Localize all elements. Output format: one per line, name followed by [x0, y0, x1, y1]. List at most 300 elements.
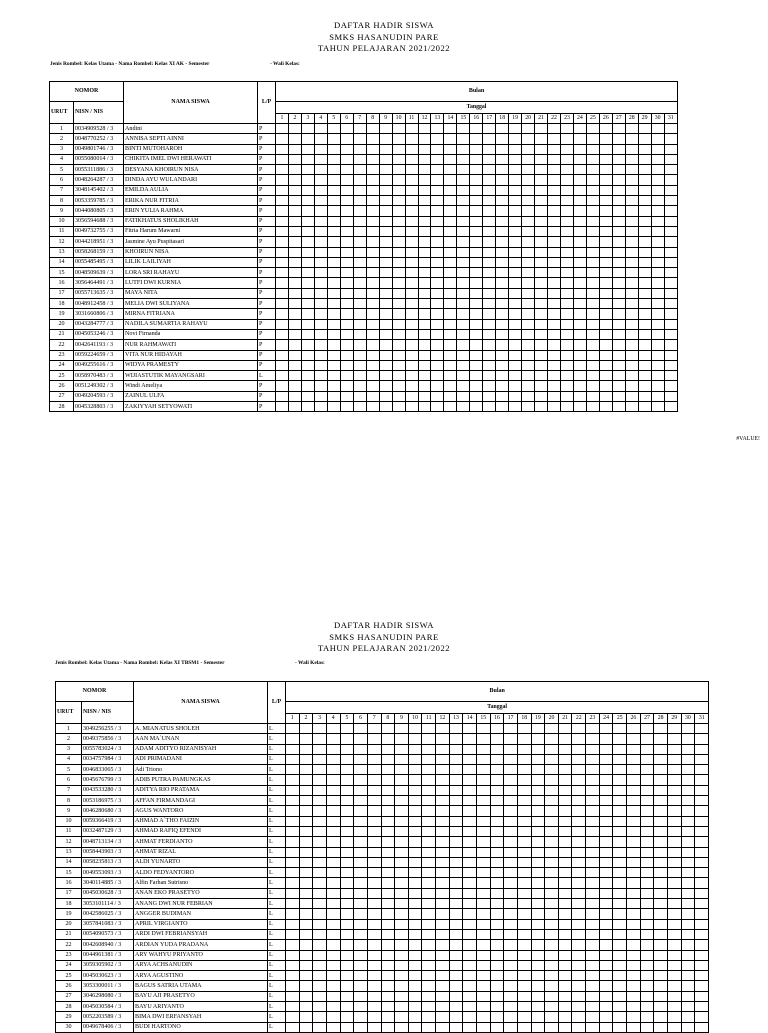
- attendance-cell[interactable]: [286, 909, 300, 919]
- attendance-cell[interactable]: [612, 268, 625, 278]
- attendance-cell[interactable]: [638, 329, 651, 339]
- attendance-cell[interactable]: [573, 381, 586, 391]
- attendance-cell[interactable]: [288, 185, 301, 195]
- attendance-cell[interactable]: [504, 950, 518, 960]
- attendance-cell[interactable]: [436, 940, 450, 950]
- attendance-cell[interactable]: [418, 299, 431, 309]
- attendance-cell[interactable]: [572, 754, 586, 764]
- attendance-cell[interactable]: [535, 165, 548, 175]
- attendance-cell[interactable]: [366, 185, 379, 195]
- attendance-cell[interactable]: [586, 878, 600, 888]
- attendance-cell[interactable]: [517, 940, 531, 950]
- attendance-cell[interactable]: [286, 878, 300, 888]
- attendance-cell[interactable]: [490, 909, 504, 919]
- attendance-cell[interactable]: [457, 165, 470, 175]
- attendance-cell[interactable]: [517, 991, 531, 1001]
- attendance-cell[interactable]: [625, 371, 638, 381]
- attendance-cell[interactable]: [613, 724, 627, 734]
- attendance-cell[interactable]: [573, 226, 586, 236]
- attendance-cell[interactable]: [405, 226, 418, 236]
- attendance-cell[interactable]: [522, 402, 535, 412]
- attendance-cell[interactable]: [627, 929, 641, 939]
- attendance-cell[interactable]: [463, 950, 477, 960]
- attendance-cell[interactable]: [531, 816, 545, 826]
- attendance-cell[interactable]: [288, 299, 301, 309]
- attendance-cell[interactable]: [483, 124, 496, 134]
- attendance-cell[interactable]: [313, 775, 327, 785]
- attendance-cell[interactable]: [395, 734, 409, 744]
- attendance-cell[interactable]: [599, 196, 612, 206]
- attendance-cell[interactable]: [613, 899, 627, 909]
- attendance-cell[interactable]: [354, 981, 368, 991]
- attendance-cell[interactable]: [558, 929, 572, 939]
- attendance-cell[interactable]: [436, 785, 450, 795]
- attendance-cell[interactable]: [314, 391, 327, 401]
- attendance-cell[interactable]: [431, 329, 444, 339]
- attendance-cell[interactable]: [367, 765, 381, 775]
- attendance-cell[interactable]: [625, 350, 638, 360]
- attendance-cell[interactable]: [496, 185, 509, 195]
- attendance-cell[interactable]: [340, 309, 353, 319]
- attendance-cell[interactable]: [509, 247, 522, 257]
- attendance-cell[interactable]: [381, 940, 395, 950]
- attendance-cell[interactable]: [463, 754, 477, 764]
- attendance-cell[interactable]: [654, 744, 668, 754]
- attendance-cell[interactable]: [276, 247, 289, 257]
- attendance-cell[interactable]: [314, 196, 327, 206]
- attendance-cell[interactable]: [405, 268, 418, 278]
- attendance-cell[interactable]: [381, 991, 395, 1001]
- attendance-cell[interactable]: [627, 816, 641, 826]
- attendance-cell[interactable]: [314, 360, 327, 370]
- attendance-cell[interactable]: [463, 960, 477, 970]
- attendance-cell[interactable]: [367, 1002, 381, 1012]
- attendance-cell[interactable]: [548, 360, 561, 370]
- attendance-cell[interactable]: [545, 785, 559, 795]
- attendance-cell[interactable]: [431, 360, 444, 370]
- attendance-cell[interactable]: [545, 878, 559, 888]
- attendance-cell[interactable]: [627, 868, 641, 878]
- attendance-cell[interactable]: [613, 919, 627, 929]
- attendance-cell[interactable]: [444, 196, 457, 206]
- attendance-cell[interactable]: [599, 857, 613, 867]
- attendance-cell[interactable]: [381, 785, 395, 795]
- attendance-cell[interactable]: [418, 319, 431, 329]
- attendance-cell[interactable]: [392, 309, 405, 319]
- attendance-cell[interactable]: [276, 134, 289, 144]
- attendance-cell[interactable]: [586, 165, 599, 175]
- attendance-cell[interactable]: [535, 206, 548, 216]
- attendance-cell[interactable]: [301, 237, 314, 247]
- attendance-cell[interactable]: [640, 878, 654, 888]
- attendance-cell[interactable]: [496, 278, 509, 288]
- attendance-cell[interactable]: [613, 971, 627, 981]
- attendance-cell[interactable]: [340, 340, 353, 350]
- attendance-cell[interactable]: [654, 929, 668, 939]
- attendance-cell[interactable]: [667, 775, 681, 785]
- attendance-cell[interactable]: [422, 919, 436, 929]
- attendance-cell[interactable]: [286, 899, 300, 909]
- attendance-cell[interactable]: [613, 744, 627, 754]
- attendance-cell[interactable]: [444, 144, 457, 154]
- attendance-cell[interactable]: [548, 381, 561, 391]
- attendance-cell[interactable]: [405, 309, 418, 319]
- attendance-cell[interactable]: [381, 1002, 395, 1012]
- attendance-cell[interactable]: [340, 268, 353, 278]
- attendance-cell[interactable]: [573, 124, 586, 134]
- attendance-cell[interactable]: [490, 765, 504, 775]
- attendance-cell[interactable]: [627, 734, 641, 744]
- attendance-cell[interactable]: [405, 134, 418, 144]
- attendance-cell[interactable]: [313, 837, 327, 847]
- attendance-cell[interactable]: [640, 919, 654, 929]
- attendance-cell[interactable]: [314, 175, 327, 185]
- attendance-cell[interactable]: [654, 878, 668, 888]
- attendance-cell[interactable]: [654, 981, 668, 991]
- attendance-cell[interactable]: [379, 124, 392, 134]
- attendance-cell[interactable]: [314, 144, 327, 154]
- attendance-cell[interactable]: [422, 724, 436, 734]
- attendance-cell[interactable]: [340, 288, 353, 298]
- attendance-cell[interactable]: [613, 929, 627, 939]
- attendance-cell[interactable]: [327, 206, 340, 216]
- attendance-cell[interactable]: [638, 360, 651, 370]
- attendance-cell[interactable]: [444, 206, 457, 216]
- attendance-cell[interactable]: [638, 124, 651, 134]
- attendance-cell[interactable]: [531, 754, 545, 764]
- attendance-cell[interactable]: [651, 185, 664, 195]
- attendance-cell[interactable]: [545, 724, 559, 734]
- attendance-cell[interactable]: [490, 919, 504, 929]
- attendance-cell[interactable]: [422, 754, 436, 764]
- attendance-cell[interactable]: [381, 857, 395, 867]
- attendance-cell[interactable]: [286, 1012, 300, 1022]
- attendance-cell[interactable]: [422, 971, 436, 981]
- attendance-cell[interactable]: [444, 175, 457, 185]
- attendance-cell[interactable]: [276, 165, 289, 175]
- attendance-cell[interactable]: [627, 775, 641, 785]
- attendance-cell[interactable]: [560, 381, 573, 391]
- attendance-cell[interactable]: [522, 288, 535, 298]
- attendance-cell[interactable]: [418, 257, 431, 267]
- attendance-cell[interactable]: [353, 226, 366, 236]
- attendance-cell[interactable]: [405, 257, 418, 267]
- attendance-cell[interactable]: [314, 329, 327, 339]
- attendance-cell[interactable]: [517, 929, 531, 939]
- attendance-cell[interactable]: [548, 247, 561, 257]
- attendance-cell[interactable]: [522, 124, 535, 134]
- attendance-cell[interactable]: [545, 796, 559, 806]
- attendance-cell[interactable]: [476, 775, 490, 785]
- attendance-cell[interactable]: [613, 1012, 627, 1022]
- attendance-cell[interactable]: [531, 981, 545, 991]
- attendance-cell[interactable]: [625, 175, 638, 185]
- attendance-cell[interactable]: [573, 268, 586, 278]
- attendance-cell[interactable]: [379, 216, 392, 226]
- attendance-cell[interactable]: [509, 350, 522, 360]
- attendance-cell[interactable]: [449, 940, 463, 950]
- attendance-cell[interactable]: [353, 165, 366, 175]
- attendance-cell[interactable]: [612, 144, 625, 154]
- attendance-cell[interactable]: [476, 785, 490, 795]
- attendance-cell[interactable]: [301, 319, 314, 329]
- attendance-cell[interactable]: [449, 991, 463, 1001]
- attendance-cell[interactable]: [354, 796, 368, 806]
- attendance-cell[interactable]: [457, 391, 470, 401]
- attendance-cell[interactable]: [444, 268, 457, 278]
- attendance-cell[interactable]: [612, 350, 625, 360]
- attendance-cell[interactable]: [301, 144, 314, 154]
- attendance-cell[interactable]: [354, 724, 368, 734]
- attendance-cell[interactable]: [449, 785, 463, 795]
- attendance-cell[interactable]: [431, 309, 444, 319]
- attendance-cell[interactable]: [509, 185, 522, 195]
- attendance-cell[interactable]: [531, 837, 545, 847]
- attendance-cell[interactable]: [638, 196, 651, 206]
- attendance-cell[interactable]: [625, 185, 638, 195]
- attendance-cell[interactable]: [640, 857, 654, 867]
- attendance-cell[interactable]: [586, 765, 600, 775]
- attendance-cell[interactable]: [276, 257, 289, 267]
- attendance-cell[interactable]: [286, 868, 300, 878]
- attendance-cell[interactable]: [476, 806, 490, 816]
- attendance-cell[interactable]: [504, 785, 518, 795]
- attendance-cell[interactable]: [638, 247, 651, 257]
- attendance-cell[interactable]: [405, 237, 418, 247]
- attendance-cell[interactable]: [353, 402, 366, 412]
- attendance-cell[interactable]: [286, 950, 300, 960]
- attendance-cell[interactable]: [531, 909, 545, 919]
- attendance-cell[interactable]: [392, 299, 405, 309]
- attendance-cell[interactable]: [463, 734, 477, 744]
- attendance-cell[interactable]: [509, 402, 522, 412]
- attendance-cell[interactable]: [695, 878, 709, 888]
- attendance-cell[interactable]: [504, 991, 518, 1001]
- attendance-cell[interactable]: [327, 329, 340, 339]
- attendance-cell[interactable]: [470, 268, 483, 278]
- attendance-cell[interactable]: [422, 785, 436, 795]
- attendance-cell[interactable]: [681, 919, 695, 929]
- attendance-cell[interactable]: [504, 796, 518, 806]
- attendance-cell[interactable]: [627, 1012, 641, 1022]
- attendance-cell[interactable]: [288, 226, 301, 236]
- attendance-cell[interactable]: [340, 919, 354, 929]
- attendance-cell[interactable]: [613, 775, 627, 785]
- attendance-cell[interactable]: [470, 154, 483, 164]
- attendance-cell[interactable]: [327, 185, 340, 195]
- attendance-cell[interactable]: [599, 919, 613, 929]
- attendance-cell[interactable]: [504, 888, 518, 898]
- attendance-cell[interactable]: [313, 899, 327, 909]
- attendance-cell[interactable]: [509, 196, 522, 206]
- attendance-cell[interactable]: [288, 278, 301, 288]
- attendance-cell[interactable]: [599, 785, 613, 795]
- attendance-cell[interactable]: [299, 816, 313, 826]
- attendance-cell[interactable]: [457, 402, 470, 412]
- attendance-cell[interactable]: [572, 857, 586, 867]
- attendance-cell[interactable]: [535, 175, 548, 185]
- attendance-cell[interactable]: [625, 247, 638, 257]
- attendance-cell[interactable]: [379, 350, 392, 360]
- attendance-cell[interactable]: [353, 371, 366, 381]
- attendance-cell[interactable]: [470, 360, 483, 370]
- attendance-cell[interactable]: [470, 206, 483, 216]
- attendance-cell[interactable]: [612, 391, 625, 401]
- attendance-cell[interactable]: [667, 816, 681, 826]
- attendance-cell[interactable]: [654, 796, 668, 806]
- attendance-cell[interactable]: [638, 268, 651, 278]
- attendance-cell[interactable]: [444, 288, 457, 298]
- attendance-cell[interactable]: [681, 940, 695, 950]
- attendance-cell[interactable]: [449, 837, 463, 847]
- attendance-cell[interactable]: [326, 837, 340, 847]
- attendance-cell[interactable]: [463, 796, 477, 806]
- attendance-cell[interactable]: [405, 247, 418, 257]
- attendance-cell[interactable]: [340, 371, 353, 381]
- attendance-cell[interactable]: [560, 360, 573, 370]
- attendance-cell[interactable]: [522, 257, 535, 267]
- attendance-cell[interactable]: [654, 847, 668, 857]
- attendance-cell[interactable]: [340, 744, 354, 754]
- attendance-cell[interactable]: [667, 744, 681, 754]
- attendance-cell[interactable]: [418, 154, 431, 164]
- attendance-cell[interactable]: [625, 360, 638, 370]
- attendance-cell[interactable]: [395, 971, 409, 981]
- attendance-cell[interactable]: [627, 754, 641, 764]
- attendance-cell[interactable]: [573, 288, 586, 298]
- attendance-cell[interactable]: [560, 402, 573, 412]
- attendance-cell[interactable]: [395, 981, 409, 991]
- attendance-cell[interactable]: [504, 1002, 518, 1012]
- attendance-cell[interactable]: [490, 796, 504, 806]
- attendance-cell[interactable]: [625, 196, 638, 206]
- attendance-cell[interactable]: [313, 868, 327, 878]
- attendance-cell[interactable]: [560, 196, 573, 206]
- attendance-cell[interactable]: [531, 857, 545, 867]
- attendance-cell[interactable]: [476, 796, 490, 806]
- attendance-cell[interactable]: [301, 299, 314, 309]
- attendance-cell[interactable]: [288, 268, 301, 278]
- attendance-cell[interactable]: [367, 991, 381, 1001]
- attendance-cell[interactable]: [326, 991, 340, 1001]
- attendance-cell[interactable]: [517, 878, 531, 888]
- attendance-cell[interactable]: [504, 775, 518, 785]
- attendance-cell[interactable]: [654, 765, 668, 775]
- attendance-cell[interactable]: [573, 247, 586, 257]
- attendance-cell[interactable]: [313, 765, 327, 775]
- attendance-cell[interactable]: [327, 309, 340, 319]
- attendance-cell[interactable]: [418, 237, 431, 247]
- attendance-cell[interactable]: [695, 929, 709, 939]
- attendance-cell[interactable]: [353, 288, 366, 298]
- attendance-cell[interactable]: [522, 216, 535, 226]
- attendance-cell[interactable]: [340, 847, 354, 857]
- attendance-cell[interactable]: [599, 796, 613, 806]
- attendance-cell[interactable]: [483, 381, 496, 391]
- attendance-cell[interactable]: [640, 991, 654, 1001]
- attendance-cell[interactable]: [531, 929, 545, 939]
- attendance-cell[interactable]: [625, 268, 638, 278]
- attendance-cell[interactable]: [288, 144, 301, 154]
- attendance-cell[interactable]: [422, 806, 436, 816]
- attendance-cell[interactable]: [612, 247, 625, 257]
- attendance-cell[interactable]: [599, 154, 612, 164]
- attendance-cell[interactable]: [436, 1002, 450, 1012]
- attendance-cell[interactable]: [681, 816, 695, 826]
- attendance-cell[interactable]: [395, 868, 409, 878]
- attendance-cell[interactable]: [431, 288, 444, 298]
- attendance-cell[interactable]: [395, 991, 409, 1001]
- attendance-cell[interactable]: [476, 816, 490, 826]
- attendance-cell[interactable]: [476, 878, 490, 888]
- attendance-cell[interactable]: [457, 278, 470, 288]
- attendance-cell[interactable]: [613, 785, 627, 795]
- attendance-cell[interactable]: [313, 919, 327, 929]
- attendance-cell[interactable]: [379, 402, 392, 412]
- attendance-cell[interactable]: [558, 847, 572, 857]
- attendance-cell[interactable]: [664, 391, 677, 401]
- attendance-cell[interactable]: [681, 1002, 695, 1012]
- attendance-cell[interactable]: [408, 754, 422, 764]
- attendance-cell[interactable]: [470, 185, 483, 195]
- attendance-cell[interactable]: [509, 257, 522, 267]
- attendance-cell[interactable]: [640, 960, 654, 970]
- attendance-cell[interactable]: [586, 816, 600, 826]
- attendance-cell[interactable]: [301, 350, 314, 360]
- attendance-cell[interactable]: [431, 247, 444, 257]
- attendance-cell[interactable]: [353, 309, 366, 319]
- attendance-cell[interactable]: [286, 806, 300, 816]
- attendance-cell[interactable]: [405, 144, 418, 154]
- attendance-cell[interactable]: [457, 360, 470, 370]
- attendance-cell[interactable]: [367, 806, 381, 816]
- attendance-cell[interactable]: [531, 1002, 545, 1012]
- attendance-cell[interactable]: [476, 899, 490, 909]
- attendance-cell[interactable]: [436, 837, 450, 847]
- attendance-cell[interactable]: [379, 268, 392, 278]
- attendance-cell[interactable]: [366, 268, 379, 278]
- attendance-cell[interactable]: [560, 206, 573, 216]
- attendance-cell[interactable]: [463, 888, 477, 898]
- attendance-cell[interactable]: [586, 857, 600, 867]
- attendance-cell[interactable]: [612, 175, 625, 185]
- attendance-cell[interactable]: [476, 765, 490, 775]
- attendance-cell[interactable]: [405, 299, 418, 309]
- attendance-cell[interactable]: [422, 909, 436, 919]
- attendance-cell[interactable]: [354, 785, 368, 795]
- attendance-cell[interactable]: [418, 381, 431, 391]
- attendance-cell[interactable]: [354, 765, 368, 775]
- attendance-cell[interactable]: [313, 754, 327, 764]
- attendance-cell[interactable]: [667, 991, 681, 1001]
- attendance-cell[interactable]: [613, 909, 627, 919]
- attendance-cell[interactable]: [276, 185, 289, 195]
- attendance-cell[interactable]: [340, 319, 353, 329]
- attendance-cell[interactable]: [353, 299, 366, 309]
- attendance-cell[interactable]: [340, 868, 354, 878]
- attendance-cell[interactable]: [392, 154, 405, 164]
- attendance-cell[interactable]: [517, 775, 531, 785]
- attendance-cell[interactable]: [545, 1012, 559, 1022]
- attendance-cell[interactable]: [627, 878, 641, 888]
- attendance-cell[interactable]: [504, 744, 518, 754]
- attendance-cell[interactable]: [651, 175, 664, 185]
- attendance-cell[interactable]: [573, 299, 586, 309]
- attendance-cell[interactable]: [638, 165, 651, 175]
- attendance-cell[interactable]: [560, 278, 573, 288]
- attendance-cell[interactable]: [625, 124, 638, 134]
- attendance-cell[interactable]: [299, 888, 313, 898]
